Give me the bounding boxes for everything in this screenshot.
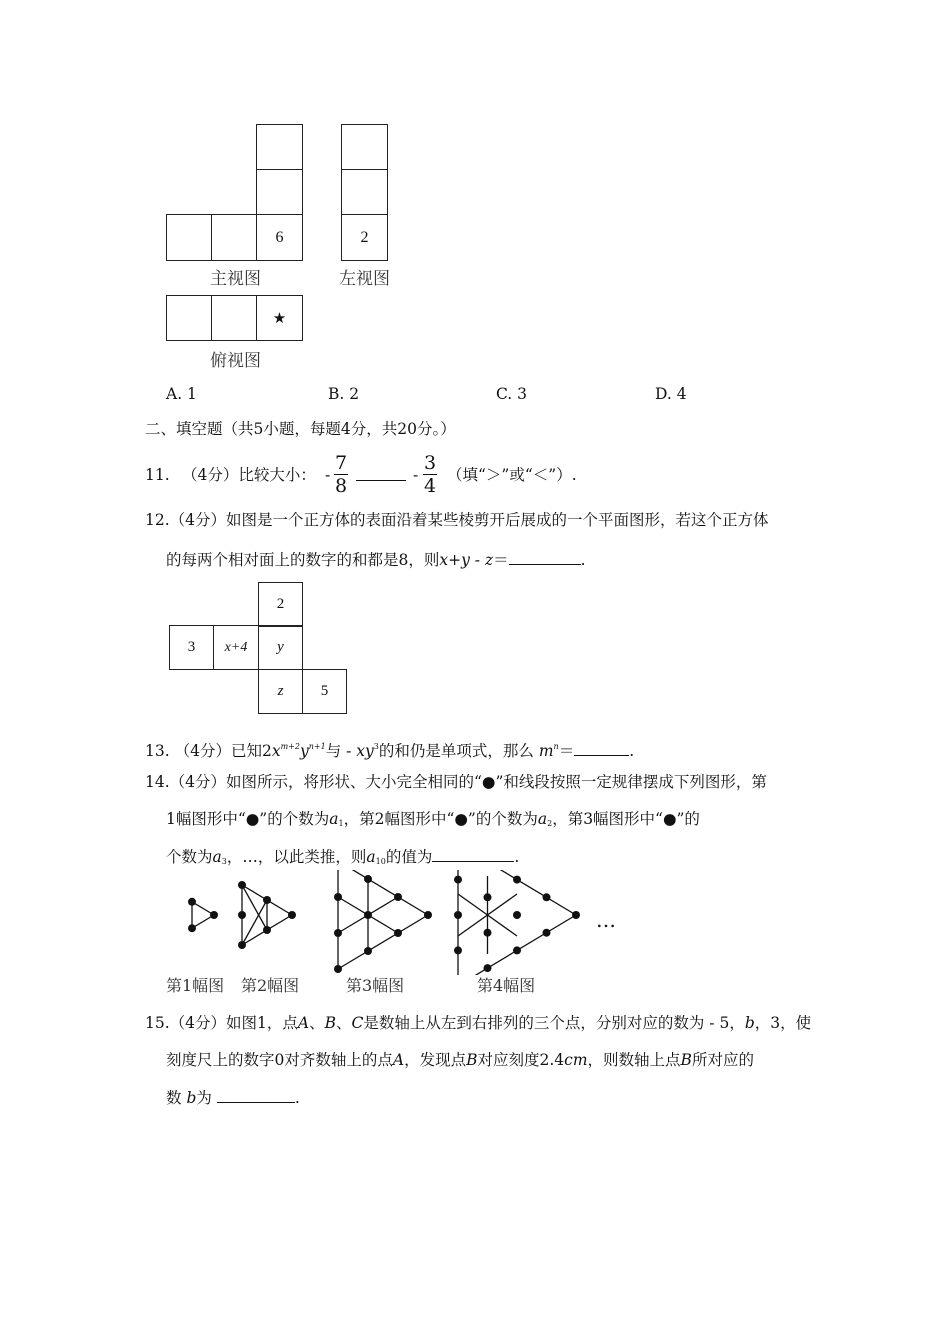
q11-answer-blank[interactable] [356, 466, 406, 481]
q12-line-2: 的每两个相对面上的数字的和都是8，则x+y - z＝ . [166, 551, 586, 569]
dot [334, 893, 342, 901]
left-view-cell-number: 2 [341, 214, 388, 261]
dot [543, 929, 551, 937]
q15-line-1: 15.（4分）如图1，点A、B、C是数轴上从左到右排列的三个点，分别对应的数为 - 5，b，3，使 [145, 1014, 812, 1032]
dot [513, 911, 521, 919]
dot [334, 965, 342, 973]
dot [394, 929, 402, 937]
top-view-caption: 俯视图 [210, 351, 261, 371]
q15-answer-blank[interactable] [217, 1088, 295, 1103]
q14-line-2: 1幅图形中“●”的个数为$a_1$，第2幅图形中“●”的个数为$a_2$，第3幅图形中“●”的 [166, 810, 700, 828]
question-13: 13. （4分）已知$2x^{m+2}y^{n+1}$与 - $xy^3$的和仍是单项式，那么 $m^n=$ . [145, 742, 635, 760]
dot [484, 964, 492, 972]
dot [238, 881, 246, 889]
top-view-star-cell [256, 295, 303, 341]
dot-triangle-figures [180, 870, 640, 975]
q11-tail: （填“＞”或“＜”）. [447, 466, 577, 484]
star-icon: ★ [272, 309, 287, 327]
section-heading: 二、填空题（共5小题，每题4分，共20分。） [145, 420, 456, 438]
front-view-cell [256, 169, 303, 215]
top-view-cell [211, 295, 257, 341]
figure-caption-2: 第2幅图 [241, 976, 300, 995]
q13-answer-blank[interactable] [574, 741, 629, 756]
dot [424, 911, 432, 919]
figure-caption-1: 第1幅图 [166, 976, 225, 995]
q14-ellipsis: … [596, 908, 617, 932]
dot [238, 941, 246, 949]
dot [454, 876, 462, 884]
q12-line-1: 12.（4分）如图是一个正方体的表面沿着某些棱剪开后展成的一个平面图形，若这个正方体 [145, 511, 769, 529]
q15-line-2: 刻度尺上的数字0对齐数轴上的点A，发现点B对应刻度2.4cm，则数轴上点B所对应的 [166, 1051, 754, 1069]
dot [238, 911, 246, 919]
dot [188, 924, 196, 932]
front-view-caption: 主视图 [210, 269, 261, 289]
left-view-cell [341, 124, 388, 170]
option-c: C. 3 [496, 385, 528, 403]
dot [454, 911, 462, 919]
dot [572, 911, 580, 919]
front-view-cell [211, 214, 257, 261]
q15-line-3: 数 b为 . [166, 1089, 300, 1107]
left-view-cell [341, 169, 388, 215]
option-b: B. 2 [328, 385, 360, 403]
dot [454, 946, 462, 954]
front-view-cell-number: 6 [256, 214, 303, 261]
q11-fraction-2: 3 4 [423, 452, 437, 497]
dot [263, 926, 271, 934]
q12-answer-blank[interactable] [509, 550, 581, 565]
dot [513, 946, 521, 954]
dot [188, 898, 196, 906]
dot [513, 876, 521, 884]
q11-minus-1: - [325, 466, 331, 484]
dot [210, 911, 218, 919]
dot [364, 911, 372, 919]
segment [338, 870, 428, 915]
segment [338, 915, 428, 969]
dot [484, 893, 492, 901]
figure-caption-4: 第4幅图 [477, 976, 536, 995]
q11-minus-2: - [413, 466, 419, 484]
dot [484, 929, 492, 937]
dot [394, 893, 402, 901]
q14-line-1: 14.（4分）如图所示，将形状、大小完全相同的“●”和线段按照一定规律摆成下列图形，第 [145, 773, 767, 791]
top-view-cell [166, 295, 212, 341]
net-cell-bottom: z [258, 669, 303, 714]
dot [543, 893, 551, 901]
net-cell-center: y [258, 625, 303, 670]
front-view-cell [256, 124, 303, 170]
dot [364, 947, 372, 955]
dot [263, 896, 271, 904]
net-cell-top: 2 [258, 582, 303, 627]
option-a: A. 1 [166, 385, 197, 403]
front-view-cell [166, 214, 212, 261]
option-d: D. 4 [655, 385, 687, 403]
net-cell-mid-left: x+4 [213, 625, 259, 670]
left-view-caption: 左视图 [339, 269, 390, 289]
figure-caption-3: 第3幅图 [346, 976, 405, 995]
dot [334, 929, 342, 937]
net-cell-left: 3 [169, 625, 214, 670]
q11-number: 11. [145, 466, 170, 484]
q14-line-3: 个数为$a_3$，…，以此类推，则$a_{10}$的值为 . [166, 848, 520, 866]
net-cell-bottom-right: 5 [302, 669, 347, 714]
dot [288, 911, 296, 919]
q11-fraction-1: 7 8 [334, 452, 348, 497]
dot [364, 875, 372, 883]
q14-answer-blank[interactable] [432, 847, 514, 862]
q11-text: （4分）比较大小： [182, 466, 316, 484]
